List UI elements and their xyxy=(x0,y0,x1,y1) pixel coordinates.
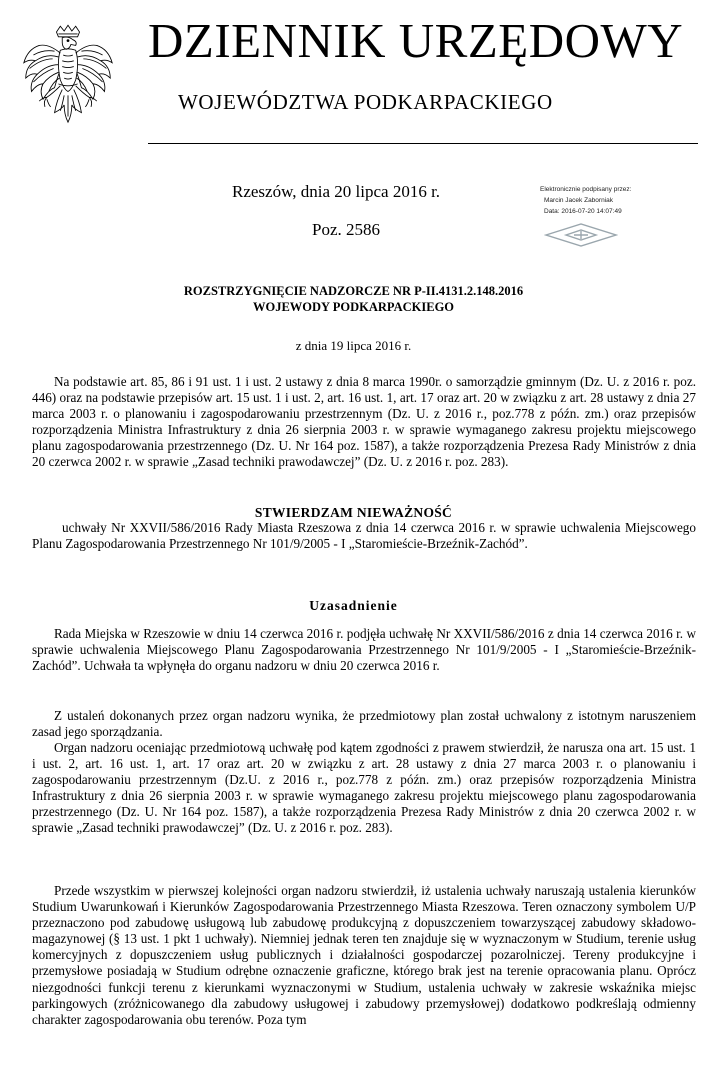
justification-heading: Uzasadnienie xyxy=(309,598,398,613)
justification-paragraph: Organ nadzoru oceniając przedmiotową uchwałę pod kątem zgodności z prawem stwierdził, że narusza ona art. 15 ust. 1 i ust. 2, art. 16 ust. 1, art. 17 oraz art. 20 w związku z art. 28 ustawy z dnia 27 marca 2003 r. o planowaniu i zagospodarowaniu przestrzennym (Dz.U. z 2016 r., poz.778 z późn. zm.) oraz przepisów rozporządzenia Ministra Infrastruktury z dnia 26 sierpnia 2003 r. w sprawie wymaganego zakresu projektu miejscowego planu zagospodarowania przestrzennego (Dz. U. Nr 164 poz. 1587), a także rozporządzenia Prezesa Rady Ministrów z dnia 20 czerwca 2002 r. w sprawie „Zasad techniki prawodawczej” (Dz. U. z 2016 r. poz. 283). xyxy=(32,740,696,836)
signature-date: Data: 2016-07-20 14:07:49 xyxy=(544,208,622,215)
masthead-title: DZIENNIK URZĘDOWY xyxy=(148,13,684,68)
electronic-signature xyxy=(540,184,631,217)
signature-label: Elektronicznie podpisany przez: xyxy=(540,186,632,193)
document-title-line2: WOJEWODY PODKARPACKIEGO xyxy=(252,300,455,314)
position-number: Poz. 2586 xyxy=(312,220,380,239)
place-and-date: Rzeszów, dnia 20 lipca 2016 r. xyxy=(232,182,441,201)
eagle-emblem-icon xyxy=(20,24,116,136)
justification-paragraph: Przede wszystkim w pierwszej kolejności organ nadzoru stwierdził, iż ustalenia uchwały naruszają ustalenia kierunków Studium Uwarunkowań i Kierunków Zagospodarowania Przestrzennego Miasta Rzeszowa. Teren oznaczony symbolem U/P przeznaczono pod zabudowę usługową lub zabudowę produkcyjną z dopuszczeniem towarzyszącej zabudowy składowo-magazynowej (§ 13 ust. 1 pkt 1 uchwały). Niemniej jednak teren ten znajduje się w wyznaczonym w Studium, terenie usług komercyjnych z dopuszczeniem usług publicznych i działalności gospodarczej pozarolniczej. Tereny produkcyjne i przemysłowe posiadają w Studium odrębne oznaczenie graficzne, którego brak jest na terenie opracowania planu. Oprócz niezgodności funkcji terenu z kierunkami wyznaczonymi w Studium, ustalenia uchwały w zakresie wskaźnika miejsc parkingowych (zróżnicowanego dla zabudowy usługowej i zabudowy przemysłowej) dodatkowo podkreślają odmienny charakter zagospodarowania obu terenów. Poza tym xyxy=(32,883,696,1027)
masthead-divider xyxy=(148,143,698,144)
document-title-line1: ROZSTRZYGNIĘCIE NADZORCZE NR P-II.4131.2.148.2016 xyxy=(183,284,524,298)
legal-basis-paragraph: Na podstawie art. 85, 86 i 91 ust. 1 i ust. 2 ustawy z dnia 8 marca 1990r. o samorządzie gminnym (Dz. U. z 2016 r. poz. 446) oraz na podstawie przepisów art. 15 ust. 1 i ust. 2, art. 16 ust. 1, art. 17 oraz art. 20 w związku z art. 28 ustawy z dnia 27 marca 2003 r. o planowaniu i zagospodarowaniu przestrzennym (Dz. U. z 2016 r., poz.778 z późn. zm.) oraz przepisów rozporządzenia Ministra Infrastruktury z dnia 26 sierpnia 2003 r. w sprawie wymaganego zakresu projektu miejscowego planu zagospodarowania przestrzennego (Dz. U. Nr 164 poz. 1587), a także rozporządzenia Prezesa Rady Ministrów z dnia 20 czerwca 2002 r. w sprawie „Zasad techniki prawodawczej” (Dz. U. z 2016 r. poz. 283). xyxy=(32,374,696,470)
masthead-subtitle: WOJEWÓDZTWA PODKARPACKIEGO xyxy=(178,90,553,114)
document-date: z dnia 19 lipca 2016 r. xyxy=(295,338,412,353)
signature-signer: Marcin Jacek Zaborniak xyxy=(544,197,613,204)
decision-heading: STWIERDZAM NIEWAŻNOŚĆ xyxy=(254,505,453,520)
decision-text: uchwały Nr XXVII/586/2016 Rady Miasta Rzeszowa z dnia 14 czerwca 2016 r. w sprawie uchwalenia Miejscowego Planu Zagospodarowania Przestrzennego Nr 101/9/2005 - I „Staromieście-Brzeźnik-Zachód”. xyxy=(32,520,696,552)
justification-paragraph: Z ustaleń dokonanych przez organ nadzoru wynika, że przedmiotowy plan został uchwalony z istotnym naruszeniem zasad jego sporządzania. xyxy=(32,708,696,740)
signature-stamp-icon xyxy=(544,222,618,248)
justification-paragraph: Rada Miejska w Rzeszowie w dniu 14 czerwca 2016 r. podjęła uchwałę Nr XXVII/586/2016 z dnia 14 czerwca 2016 r. w sprawie uchwalenia Miejscowego Planu Zagospodarowania Przestrzennego Nr 101/9/2005 - I „Staromieście-Brzeźnik-Zachód”. Uchwała ta wpłynęła do organu nadzoru w dniu 20 czerwca 2016 r. xyxy=(32,626,696,674)
document-title xyxy=(0,283,707,315)
